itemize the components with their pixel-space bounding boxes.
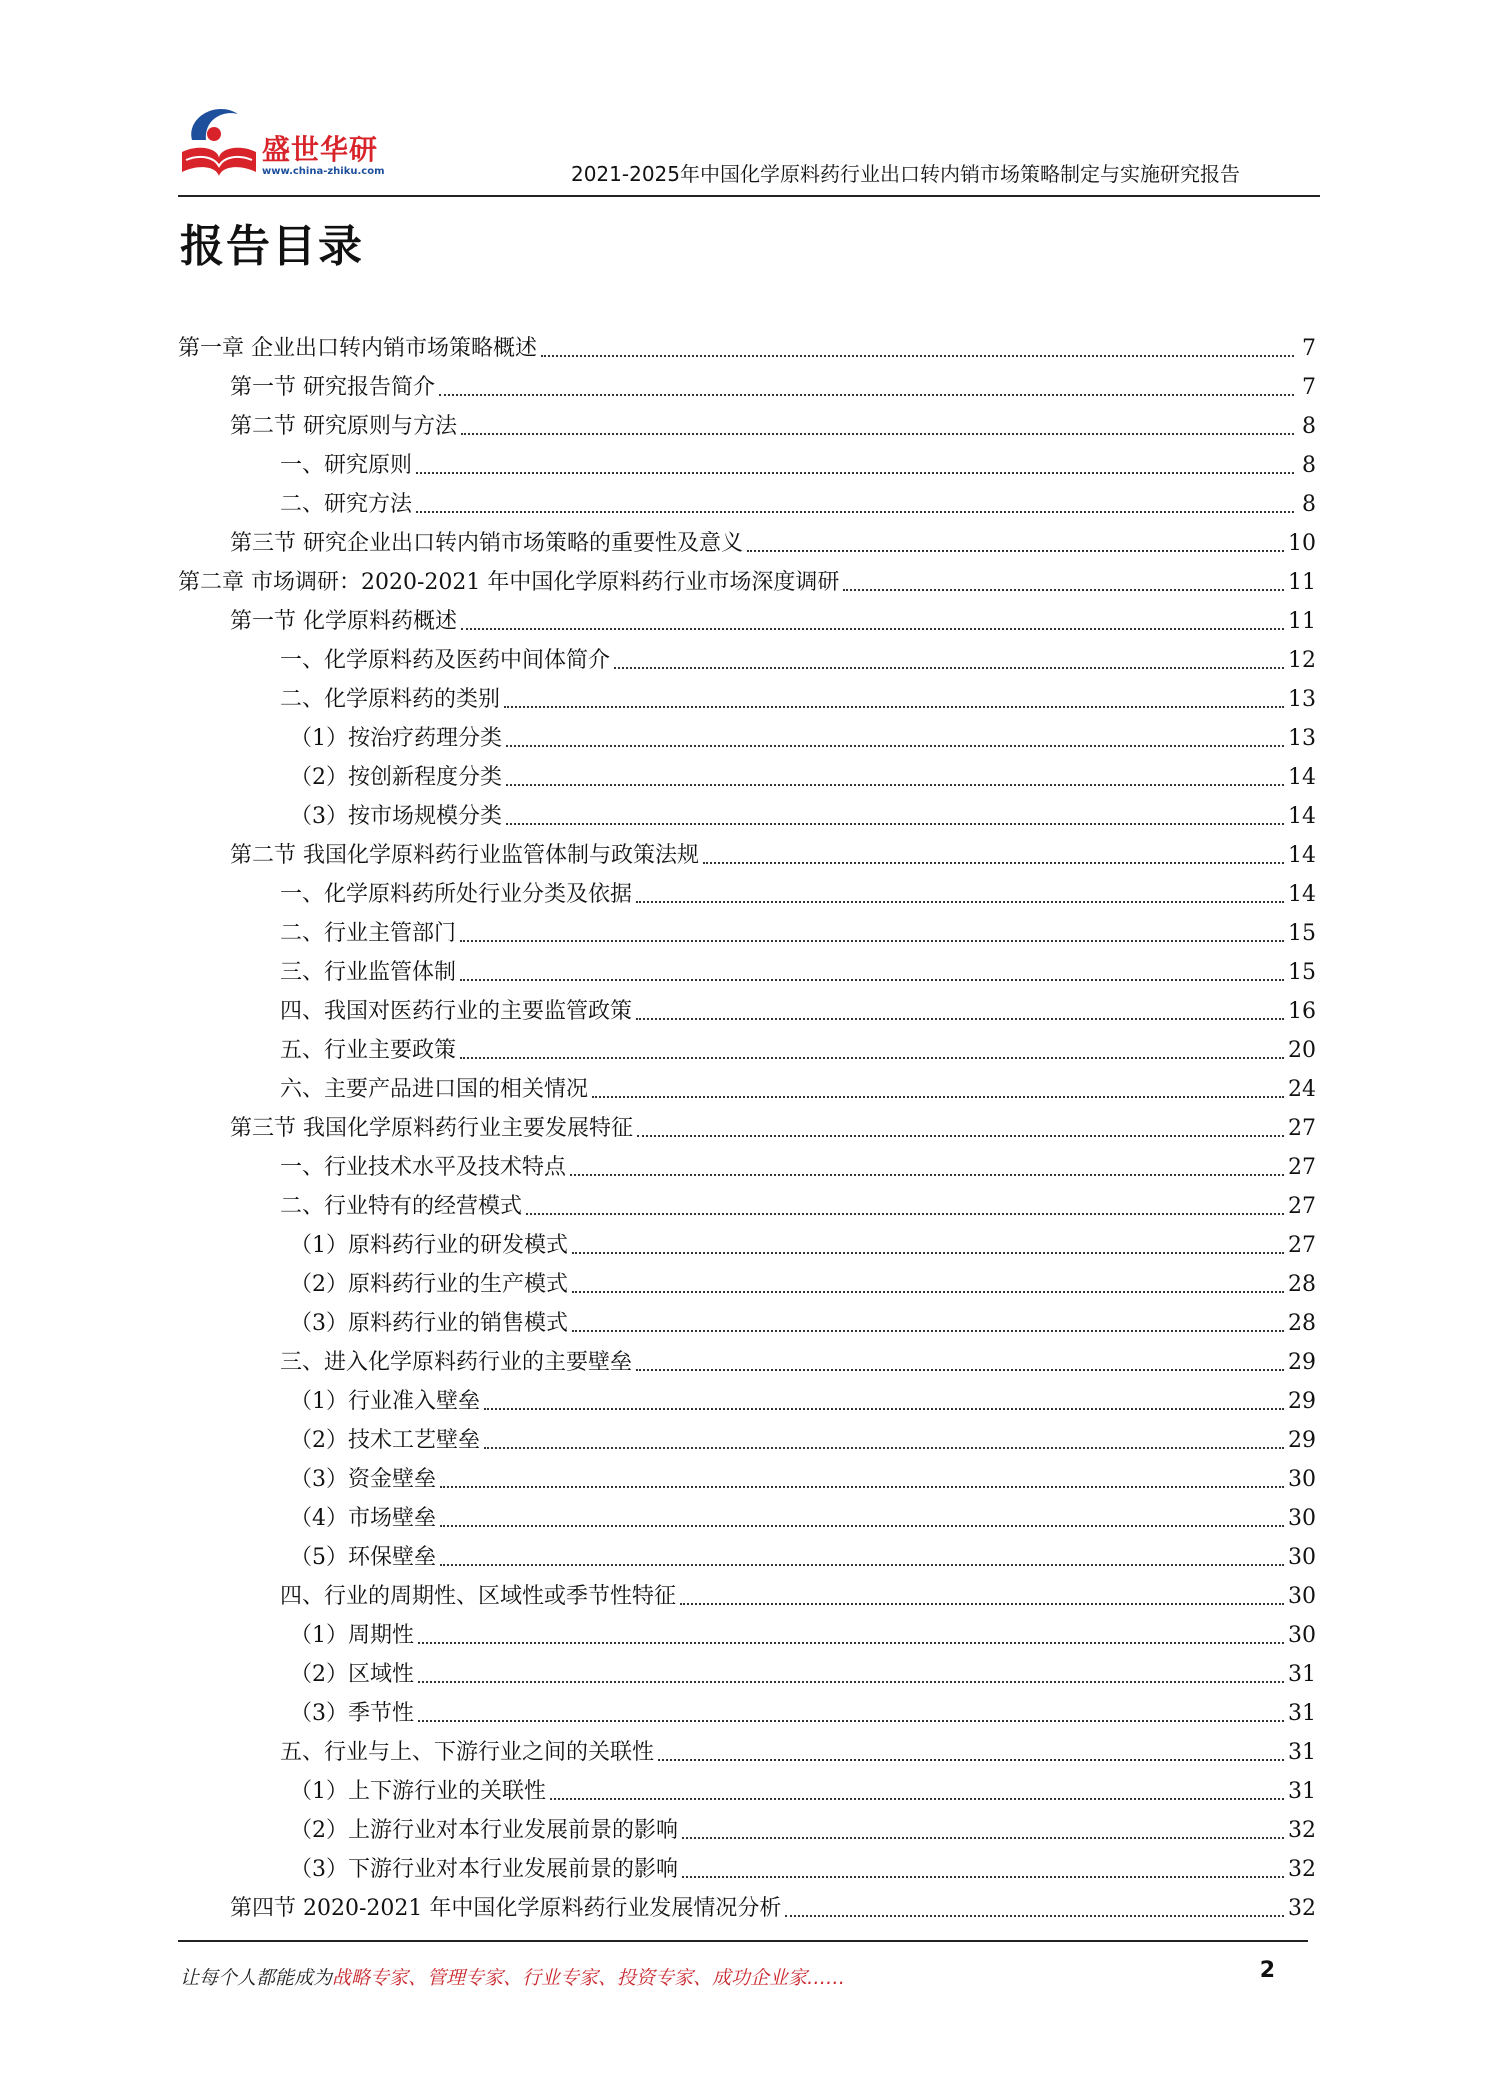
toc-dot-leader bbox=[416, 510, 1294, 513]
toc-entry[interactable] bbox=[178, 402, 1316, 441]
toc-entry[interactable] bbox=[178, 675, 1316, 714]
toc-entry[interactable] bbox=[178, 1455, 1316, 1494]
toc-entry-title: 四、我国对医药行业的主要监管政策 bbox=[280, 999, 633, 1024]
toc-entry-title: 第二章 市场调研：2020-2021 年中国化学原料药行业市场深度调研 bbox=[178, 570, 840, 595]
toc-entry-title: （2）按创新程度分类 bbox=[290, 765, 502, 790]
toc-entry-page: 27 bbox=[1288, 1194, 1316, 1219]
toc-entry-page: 16 bbox=[1288, 999, 1316, 1024]
toc-entry[interactable] bbox=[178, 909, 1316, 948]
toc-entry[interactable] bbox=[178, 1026, 1316, 1065]
toc-entry[interactable] bbox=[178, 1143, 1316, 1182]
toc-entry[interactable] bbox=[178, 480, 1316, 519]
toc-entry-title: 三、行业监管体制 bbox=[280, 960, 457, 985]
toc-entry-page: 14 bbox=[1288, 882, 1316, 907]
toc-entry-title: 二、化学原料药的类别 bbox=[280, 687, 501, 712]
toc-entry-title: （2）技术工艺壁垒 bbox=[290, 1428, 480, 1453]
footer-slogan bbox=[180, 1963, 845, 1990]
toc-dot-leader bbox=[614, 666, 1284, 669]
toc-entry-page: 13 bbox=[1288, 726, 1316, 751]
toc-entry-page: 8 bbox=[1302, 453, 1316, 478]
toc-dot-leader bbox=[418, 1680, 1284, 1683]
toc-entry-page: 30 bbox=[1288, 1467, 1316, 1492]
toc-entry-page: 29 bbox=[1288, 1389, 1316, 1414]
toc-dot-leader bbox=[418, 1641, 1284, 1644]
toc-entry[interactable] bbox=[178, 1416, 1316, 1455]
slogan-highlight: 战略专家、管理专家、行业专家、投资专家、成功企业家…… bbox=[332, 1967, 846, 1989]
toc-entry-title: （1）原料药行业的研发模式 bbox=[290, 1233, 568, 1258]
toc-entry-title: 一、研究原则 bbox=[280, 453, 413, 478]
toc-entry-page: 8 bbox=[1302, 414, 1316, 439]
toc-entry-page: 29 bbox=[1288, 1428, 1316, 1453]
slogan-prefix: 让每个人都能成为 bbox=[180, 1967, 333, 1989]
toc-dot-leader bbox=[636, 1368, 1284, 1371]
toc-dot-leader bbox=[416, 471, 1294, 474]
toc-entry[interactable] bbox=[178, 1806, 1316, 1845]
toc-entry[interactable] bbox=[178, 1533, 1316, 1572]
toc-dot-leader bbox=[461, 432, 1294, 435]
toc-entry-page: 31 bbox=[1288, 1740, 1316, 1765]
toc-entry[interactable] bbox=[178, 1494, 1316, 1533]
toc-entry-page: 32 bbox=[1288, 1857, 1316, 1882]
toc-entry[interactable] bbox=[178, 636, 1316, 675]
toc-entry[interactable] bbox=[178, 831, 1316, 870]
toc-entry-title: （2）上游行业对本行业发展前景的影响 bbox=[290, 1818, 678, 1843]
toc-entry-page: 24 bbox=[1288, 1077, 1316, 1102]
toc-entry[interactable] bbox=[178, 558, 1316, 597]
toc-dot-leader bbox=[460, 978, 1284, 981]
toc-entry-page: 31 bbox=[1288, 1662, 1316, 1687]
toc-entry-title: 一、化学原料药所处行业分类及依据 bbox=[280, 882, 633, 907]
toc-entry-title: 六、主要产品进口国的相关情况 bbox=[280, 1077, 589, 1102]
toc-dot-leader bbox=[460, 1056, 1284, 1059]
toc-entry[interactable] bbox=[178, 597, 1316, 636]
toc-entry-title: （1）上下游行业的关联性 bbox=[290, 1779, 546, 1804]
toc-entry[interactable] bbox=[178, 1299, 1316, 1338]
toc-entry-title: 第四节 2020-2021 年中国化学原料药行业发展情况分析 bbox=[230, 1896, 782, 1921]
report-title: 2021-2025年中国化学原料药行业出口转内销市场策略制定与实施研究报告 bbox=[570, 162, 1240, 186]
toc-dot-leader bbox=[440, 1524, 1284, 1527]
toc-entry-title: 三、进入化学原料药行业的主要壁垒 bbox=[280, 1350, 633, 1375]
toc-entry[interactable] bbox=[178, 1182, 1316, 1221]
toc-entry-title: 二、行业主管部门 bbox=[280, 921, 457, 946]
toc-entry-page: 32 bbox=[1288, 1818, 1316, 1843]
toc-dot-leader bbox=[550, 1797, 1284, 1800]
toc-entry-title: 二、行业特有的经营模式 bbox=[280, 1194, 523, 1219]
toc-entry[interactable] bbox=[178, 1845, 1316, 1884]
toc-entry-page: 28 bbox=[1288, 1311, 1316, 1336]
toc-entry[interactable] bbox=[178, 987, 1316, 1026]
logo-url: www.china-zhiku.com bbox=[262, 166, 385, 177]
toc-entry-title: 第一节 化学原料药概述 bbox=[230, 609, 457, 634]
toc-dot-leader bbox=[785, 1914, 1284, 1917]
toc-entry[interactable] bbox=[178, 324, 1316, 363]
page-header bbox=[178, 100, 1320, 196]
toc-entry-title: 第二节 我国化学原料药行业监管体制与政策法规 bbox=[230, 843, 699, 868]
toc-entry[interactable] bbox=[178, 441, 1316, 480]
toc-entry-title: （1）按治疗药理分类 bbox=[290, 726, 502, 751]
logo-name: 盛世华研 bbox=[262, 133, 379, 166]
toc-entry-page: 29 bbox=[1288, 1350, 1316, 1375]
toc-entry-page: 10 bbox=[1288, 531, 1316, 556]
toc-dot-leader bbox=[484, 1446, 1284, 1449]
toc-entry[interactable] bbox=[178, 1065, 1316, 1104]
toc-entry-page: 20 bbox=[1288, 1038, 1316, 1063]
toc-entry[interactable] bbox=[178, 948, 1316, 987]
toc-entry[interactable] bbox=[178, 792, 1316, 831]
toc-entry-page: 31 bbox=[1288, 1701, 1316, 1726]
toc-entry[interactable] bbox=[178, 1650, 1316, 1689]
toc-dot-leader bbox=[636, 1017, 1284, 1020]
toc-entry-title: 一、行业技术水平及技术特点 bbox=[280, 1155, 567, 1180]
toc-entry-page: 31 bbox=[1288, 1779, 1316, 1804]
toc-entry-title: （3）季节性 bbox=[290, 1701, 414, 1726]
toc-dot-leader bbox=[592, 1095, 1284, 1098]
toc-entry[interactable] bbox=[178, 870, 1316, 909]
toc-dot-leader bbox=[703, 861, 1284, 864]
toc-entry-page: 30 bbox=[1288, 1623, 1316, 1648]
toc-entry-title: 第二节 研究原则与方法 bbox=[230, 414, 457, 439]
toc-entry-page: 32 bbox=[1288, 1896, 1316, 1921]
toc-dot-leader bbox=[682, 1875, 1284, 1878]
toc-entry-page: 7 bbox=[1302, 336, 1316, 361]
toc-entry[interactable] bbox=[178, 714, 1316, 753]
toc-entry-page: 27 bbox=[1288, 1116, 1316, 1141]
toc-entry-page: 11 bbox=[1288, 609, 1316, 634]
toc-dot-leader bbox=[572, 1329, 1284, 1332]
toc-entry-page: 8 bbox=[1302, 492, 1316, 517]
toc-entry-page: 14 bbox=[1288, 765, 1316, 790]
toc-entry[interactable] bbox=[178, 1221, 1316, 1260]
toc-entry[interactable] bbox=[178, 363, 1316, 402]
toc-dot-leader bbox=[682, 1836, 1284, 1839]
toc-entry-title: 第一章 企业出口转内销市场策略概述 bbox=[178, 336, 537, 361]
toc-entry-page: 12 bbox=[1288, 648, 1316, 673]
toc-entry-page: 14 bbox=[1288, 804, 1316, 829]
toc-dot-leader bbox=[680, 1602, 1284, 1605]
toc-dot-leader bbox=[506, 744, 1284, 747]
toc-entry[interactable] bbox=[178, 1338, 1316, 1377]
toc-entry[interactable] bbox=[178, 1104, 1316, 1143]
toc-entry-title: （1）行业准入壁垒 bbox=[290, 1389, 480, 1414]
footer-divider bbox=[178, 1940, 1308, 1942]
toc-dot-leader bbox=[418, 1719, 1284, 1722]
toc-entry-page: 11 bbox=[1288, 570, 1316, 595]
toc-dot-leader bbox=[637, 1134, 1284, 1137]
toc-entry-title: 五、行业与上、下游行业之间的关联性 bbox=[280, 1740, 655, 1765]
toc-entry-title: （3）按市场规模分类 bbox=[290, 804, 502, 829]
toc-entry-title: 第三节 我国化学原料药行业主要发展特征 bbox=[230, 1116, 633, 1141]
toc-entry[interactable] bbox=[178, 1260, 1316, 1299]
toc-entry[interactable] bbox=[178, 1377, 1316, 1416]
toc-entry-title: （4）市场壁垒 bbox=[290, 1506, 436, 1531]
toc-dot-leader bbox=[484, 1407, 1284, 1410]
toc-entry[interactable] bbox=[178, 1689, 1316, 1728]
toc-entry[interactable] bbox=[178, 1728, 1316, 1767]
toc-entry-title: （3）原料药行业的销售模式 bbox=[290, 1311, 568, 1336]
toc-dot-leader bbox=[506, 783, 1284, 786]
toc-entry-title: （2）区域性 bbox=[290, 1662, 414, 1687]
toc-dot-leader bbox=[541, 354, 1294, 357]
toc-entry-page: 14 bbox=[1288, 843, 1316, 868]
toc-entry-title: （5）环保壁垒 bbox=[290, 1545, 436, 1570]
toc-dot-leader bbox=[440, 1563, 1284, 1566]
toc-entry[interactable] bbox=[178, 1767, 1316, 1806]
header-divider bbox=[178, 195, 1320, 197]
toc-dot-leader bbox=[572, 1251, 1284, 1254]
toc-entry[interactable] bbox=[178, 753, 1316, 792]
toc-dot-leader bbox=[747, 549, 1284, 552]
toc-entry-title: （3）下游行业对本行业发展前景的影响 bbox=[290, 1857, 678, 1882]
company-logo bbox=[178, 100, 398, 186]
toc-dot-leader bbox=[440, 1485, 1284, 1488]
toc-entry-page: 15 bbox=[1288, 921, 1316, 946]
page-title: 报告目录 bbox=[180, 221, 364, 272]
toc-dot-leader bbox=[461, 627, 1284, 630]
toc-entry-page: 27 bbox=[1288, 1233, 1316, 1258]
toc-dot-leader bbox=[504, 705, 1284, 708]
toc-entry-title: 四、行业的周期性、区域性或季节性特征 bbox=[280, 1584, 677, 1609]
toc-entry-page: 30 bbox=[1288, 1545, 1316, 1570]
toc-dot-leader bbox=[526, 1212, 1284, 1215]
toc-dot-leader bbox=[658, 1758, 1284, 1761]
toc-entry-page: 15 bbox=[1288, 960, 1316, 985]
table-of-contents bbox=[178, 324, 1316, 1923]
toc-entry[interactable] bbox=[178, 1572, 1316, 1611]
toc-entry-page: 30 bbox=[1288, 1506, 1316, 1531]
toc-entry[interactable] bbox=[178, 1611, 1316, 1650]
toc-entry[interactable] bbox=[178, 519, 1316, 558]
toc-dot-leader bbox=[506, 822, 1284, 825]
logo-emblem-icon bbox=[178, 100, 260, 186]
toc-dot-leader bbox=[572, 1290, 1284, 1293]
toc-entry-title: 第三节 研究企业出口转内销市场策略的重要性及意义 bbox=[230, 531, 743, 556]
toc-entry-title: 二、研究方法 bbox=[280, 492, 413, 517]
toc-dot-leader bbox=[636, 900, 1284, 903]
toc-dot-leader bbox=[460, 939, 1284, 942]
toc-entry-title: （3）资金壁垒 bbox=[290, 1467, 436, 1492]
toc-entry-page: 7 bbox=[1302, 375, 1316, 400]
toc-dot-leader bbox=[439, 393, 1294, 396]
toc-entry-page: 30 bbox=[1288, 1584, 1316, 1609]
toc-entry-page: 13 bbox=[1288, 687, 1316, 712]
toc-entry-page: 28 bbox=[1288, 1272, 1316, 1297]
toc-entry-title: 一、化学原料药及医药中间体简介 bbox=[280, 648, 611, 673]
toc-entry-title: （1）周期性 bbox=[290, 1623, 414, 1648]
page-number: 2 bbox=[1259, 1958, 1275, 1983]
toc-entry-title: 第一节 研究报告简介 bbox=[230, 375, 435, 400]
toc-dot-leader bbox=[570, 1173, 1284, 1176]
toc-entry[interactable] bbox=[178, 1884, 1316, 1923]
toc-entry-page: 27 bbox=[1288, 1155, 1316, 1180]
toc-entry-title: 五、行业主要政策 bbox=[280, 1038, 457, 1063]
toc-entry-title: （2）原料药行业的生产模式 bbox=[290, 1272, 568, 1297]
toc-dot-leader bbox=[843, 588, 1284, 591]
